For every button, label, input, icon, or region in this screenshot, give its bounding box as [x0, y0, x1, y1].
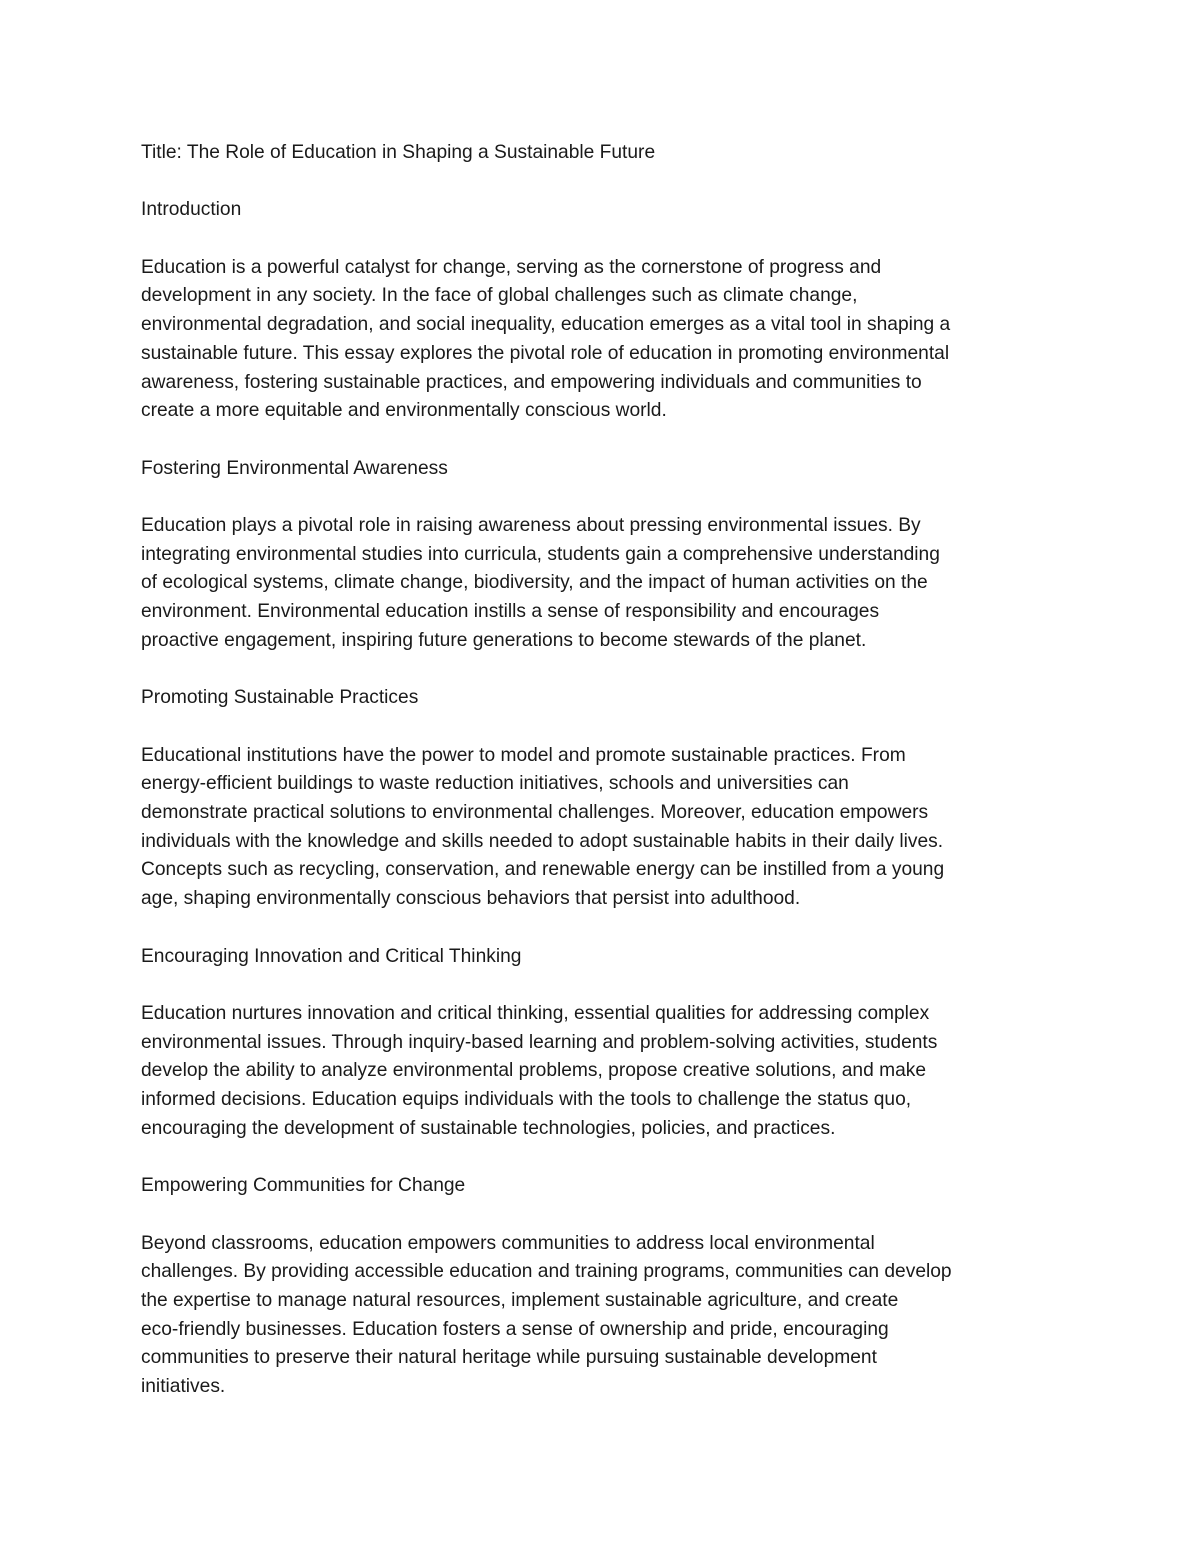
section-paragraph-innovation-critical-thinking: Education nurtures innovation and critical thinking, essential qualities for addressing complex environmental issues. Through inquiry-based learning and problem-solving activities, students develop the ability to analyze environmental problems, propose creative solutions, and make informed decisions. Education equips individuals with the tools to challenge the status quo, encouraging the development of sustainable technologies, policies, and practices.: [141, 1002, 938, 1139]
section-paragraph-sustainable-practices: Educational institutions have the power to model and promote sustainable practices. From energy-efficient buildings to waste reduction initiatives, schools and universities can demonstrate practical solutions to environmental challenges. Moreover, education empowers individuals with the knowledge and skills needed to adopt sustainable habits in their daily lives. Concepts such as recycling, conservation, and renewable energy can be instilled from a young age, shaping environmentally conscious behaviors that persist into adulthood.: [141, 744, 945, 910]
document-body: [141, 139, 1059, 1430]
section-paragraph-empowering-communities: Beyond classrooms, education empowers communities to address local environmental challenges. By providing accessible education and training programs, communities can develop the expertise to manage natural resources, implement sustainable agriculture, and create eco-friendly businesses. Education fosters a sense of ownership and pride, encouraging communities to preserve their natural heritage while pursuing sustainable development initiatives.: [141, 1232, 952, 1398]
section-heading-introduction: Introduction: [141, 199, 242, 221]
section-paragraph-introduction: Education is a powerful catalyst for change, serving as the cornerstone of progress and development in any society. In the face of global challenges such as climate change, environmental degradation, and social inequality, education emerges as a vital tool in shaping a sustainable future. This essay explores the pivotal role of education in promoting environmental awareness, fostering sustainable practices, and empowering individuals and communities to create a more equitable and environmentally conscious world.: [141, 256, 951, 422]
section-heading-empowering-communities: Empowering Communities for Change: [141, 1175, 466, 1197]
section-heading-innovation-critical-thinking: Encouraging Innovation and Critical Thinking: [141, 945, 522, 967]
section-heading-environmental-awareness: Fostering Environmental Awareness: [141, 457, 448, 479]
section-paragraph-environmental-awareness: Education plays a pivotal role in raising awareness about pressing environmental issues. By integrating environmental studies into curricula, students gain a comprehensive understanding of ecological systems, climate change, biodiversity, and the impact of human activities on the environment. Environmental education instills a sense of responsibility and encourages proactive engagement, inspiring future generations to become stewards of the planet.: [141, 515, 940, 651]
document-title: Title: The Role of Education in Shaping a Sustainable Future: [141, 142, 656, 163]
section-heading-sustainable-practices: Promoting Sustainable Practices: [141, 687, 419, 709]
